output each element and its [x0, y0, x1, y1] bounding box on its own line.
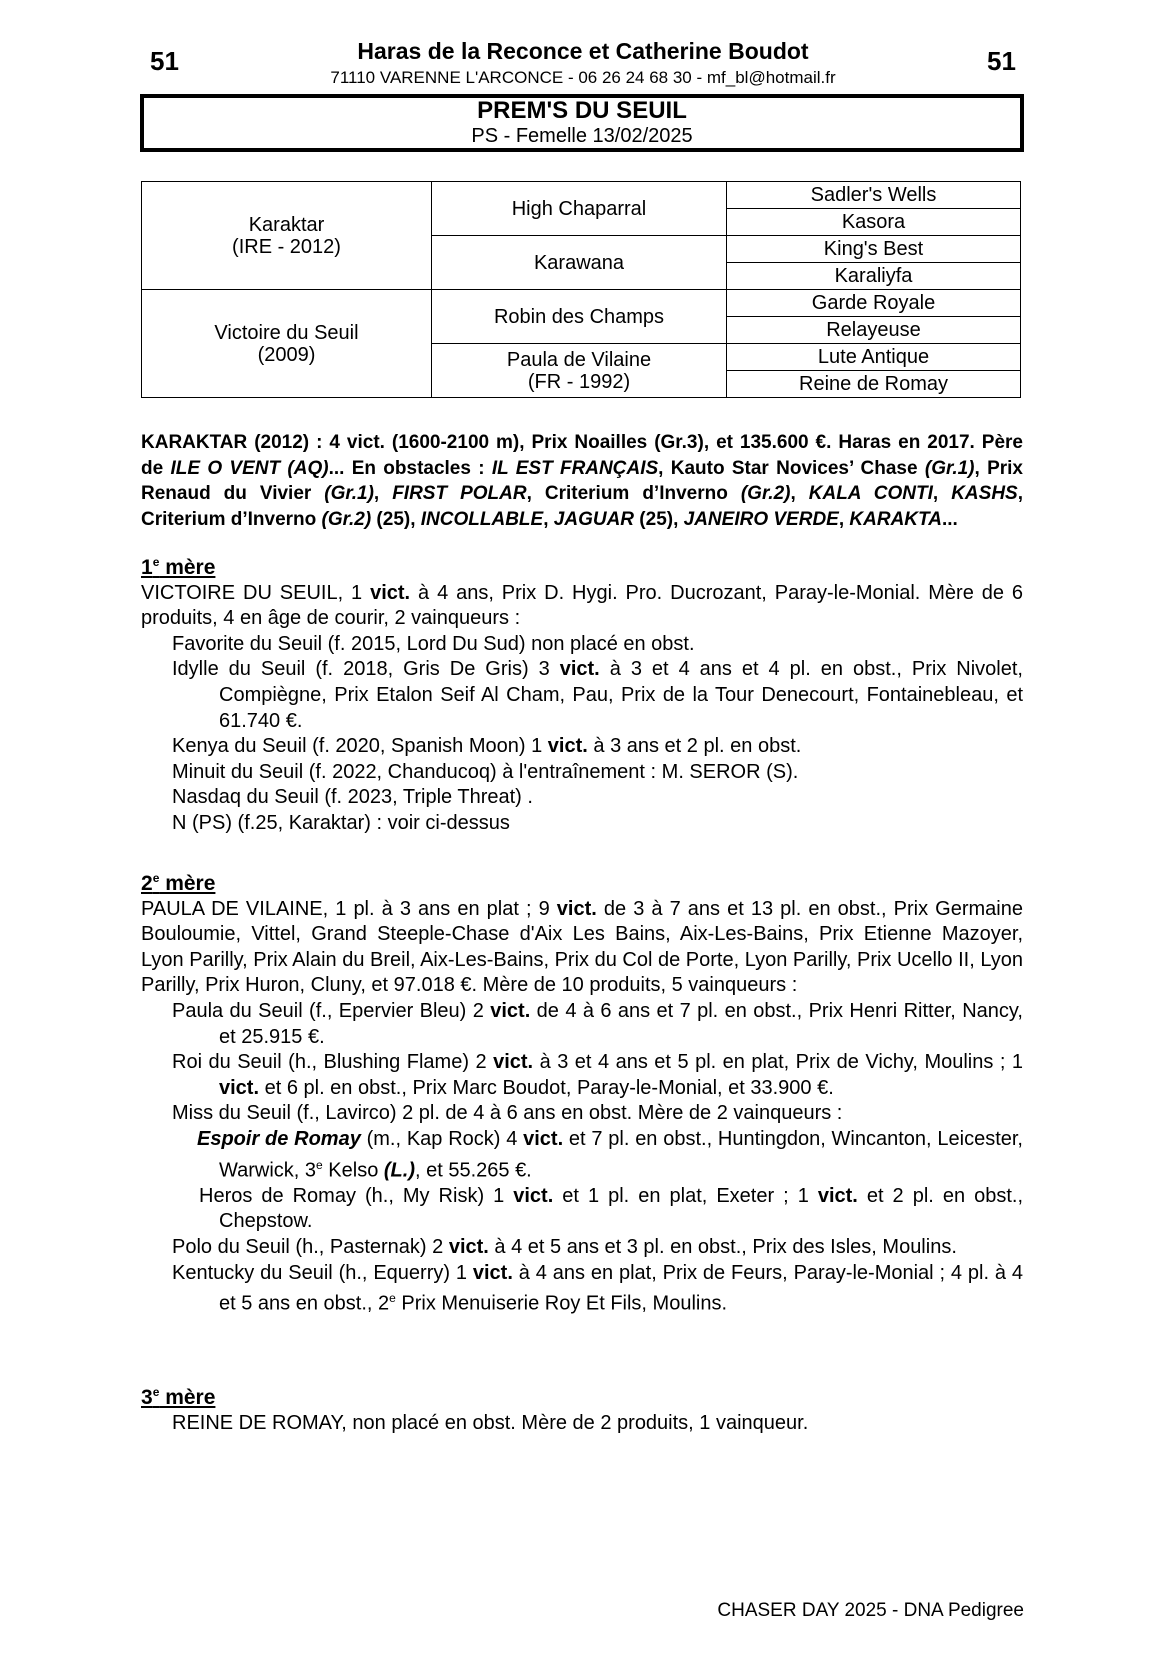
pedigree-sdd: Karaliyfa [727, 263, 1021, 290]
produce-item: N (PS) (f.25, Karaktar) : voir ci-dessus [172, 811, 510, 834]
pedigree-table [141, 181, 1021, 398]
produce-item: Miss du Seuil (f., Lavirco) 2 pl. de 4 à 6 ans en obst. Mère de 2 vainqueurs : [172, 1102, 843, 1125]
produce-item: Roi du Seuil (h., Blushing Flame) 2 vict. à 3 et 4 ans et 5 pl. en plat, Prix de Vichy, Moulins ; 1 vict. et 6 pl. en obst., Prix Marc Boudot, Paray-le-Monial, et 33.900 €. [172, 1051, 1024, 1099]
pedigree-dam-sire: Robin des Champs [432, 290, 727, 344]
horse-info: PS - Femelle 13/02/2025 [471, 125, 693, 147]
pedigree-dds: Lute Antique [727, 344, 1021, 371]
consignor-address: 71110 VARENNE L'ARCONCE - 06 26 24 68 30 - mf_bl@hotmail.fr [330, 68, 836, 87]
dam-intro: VICTOIRE DU SEUIL, 1 vict. à 4 ans, Prix D. Hygi. Pro. Ducrozant, Paray-le-Monial. Mère de 6 produits, 4 en âge de courir, 2 vainqueurs : [141, 581, 1023, 630]
pedigree-dam: Victoire du Seuil (2009) [142, 290, 432, 398]
grand-produce-item: Heros de Romay (h., My Risk) 1 vict. et 1 pl. en plat, Exeter ; 1 vict. et 2 pl. en obst., Chepstow. [199, 1184, 1023, 1233]
second-dam-section [141, 866, 1023, 1317]
pedigree-dss: Garde Royale [727, 290, 1021, 317]
lot-number-left: 51 [150, 46, 179, 76]
section-title: 3e mère [141, 1385, 216, 1409]
first-dam-section [141, 550, 1023, 837]
produce-item: Idylle du Seuil (f. 2018, Gris De Gris) 3 vict. à 3 et 4 ans et 4 pl. en obst., Prix Nivolet, Compiègne, Prix Etalon Seif Al Cham, Pau, Prix de la Tour Denecourt, Fontainebleau, et 61.740 €. [172, 658, 1023, 732]
third-dam-section [141, 1380, 1023, 1436]
pedigree-sire-sire: High Chaparral [432, 182, 727, 236]
produce-item: Nasdaq du Seuil (f. 2023, Triple Threat) . [172, 786, 533, 809]
pedigree-dsd: Relayeuse [727, 317, 1021, 344]
pedigree-ssd: Kasora [727, 209, 1021, 236]
horse-title-box [140, 94, 1024, 152]
section-title: 1e mère [141, 555, 216, 579]
produce-item: Kenya du Seuil (f. 2020, Spanish Moon) 1 vict. à 3 ans et 2 pl. en obst. [172, 735, 802, 758]
pedigree-ddd: Reine de Romay [727, 371, 1021, 398]
produce-item: Paula du Seuil (f., Epervier Bleu) 2 vict. de 4 à 6 ans et 7 pl. en obst., Prix Henri Ritter, Nancy, et 25.915 €. [172, 999, 1023, 1048]
section-title: 2e mère [141, 871, 216, 895]
produce-item: Kentucky du Seuil (h., Equerry) 1 vict. à 4 ans en plat, Prix de Feurs, Paray-le-Monial ; 4 pl. à 4 et 5 ans en obst., 2e Prix Menuiserie Roy Et Fils, Moulins. [172, 1261, 1023, 1315]
pedigree-sss: Sadler's Wells [727, 182, 1021, 209]
pedigree-sds: King's Best [727, 236, 1021, 263]
produce-item: Minuit du Seuil (f. 2022, Chanducoq) à l'entraînement : M. SEROR (S). [172, 760, 799, 783]
consignor-block [0, 38, 1166, 88]
pedigree-dam-dam: Paula de Vilaine (FR - 1992) [432, 344, 727, 398]
sire-summary: KARAKTAR (2012) : 4 vict. (1600-2100 m), Prix Noailles (Gr.3), et 135.600 €. Haras en 2017. Père de ILE O VENT (AQ)... En obstacles : IL EST FRANÇAIS, Kauto Star Novices’ Chase (Gr.1), Prix Renaud du Vivier (Gr.1), FIRST POLAR, Criterium d’Inverno (Gr.2), KALA CONTI, KASHS, Criterium d’Inverno (Gr.2) (25), INCOLLABLE, JAGUAR (25), JANEIRO VERDE, KARAKTA... [141, 432, 1023, 530]
pedigree-sire-dam: Karawana [432, 236, 727, 290]
pedigree-sire: Karaktar (IRE - 2012) [142, 182, 432, 290]
consignor-name: Haras de la Reconce et Catherine Boudot [357, 38, 809, 64]
dam-intro: REINE DE ROMAY, non placé en obst. Mère de 2 produits, 1 vainqueur. [172, 1411, 809, 1434]
produce-item: Favorite du Seuil (f. 2015, Lord Du Sud) non placé en obst. [172, 632, 695, 655]
horse-name: PREM'S DU SEUIL [477, 97, 687, 124]
page-footer: CHASER DAY 2025 - DNA Pedigree [717, 1600, 1024, 1621]
grand-produce-item: Espoir de Romay (m., Kap Rock) 4 vict. et 7 pl. en obst., Huntingdon, Wincanton, Leicester, Warwick, 3e Kelso (L.), et 55.265 €. [197, 1127, 1023, 1182]
produce-item: Polo du Seuil (h., Pasternak) 2 vict. à 4 et 5 ans et 3 pl. en obst., Prix des Isles, Moulins. [172, 1235, 957, 1258]
dam-intro: PAULA DE VILAINE, 1 pl. à 3 ans en plat ; 9 vict. de 3 à 7 ans et 13 pl. en obst., Prix Germaine Bouloumie, Vittel, Grand Steeple-Chase d'Aix Les Bains, Aix-Les-Bains, Prix Etienne Mazoyer, Lyon Parilly, Prix Alain du Breil, Aix-Les-Bains, Prix du Col de Porte, Lyon Parilly, Prix Ucello II, Lyon Parilly, Prix Huron, Cluny, et 97.018 €. Mère de 10 produits, 5 vainqueurs : [141, 897, 1023, 997]
lot-number-right: 51 [987, 46, 1016, 76]
